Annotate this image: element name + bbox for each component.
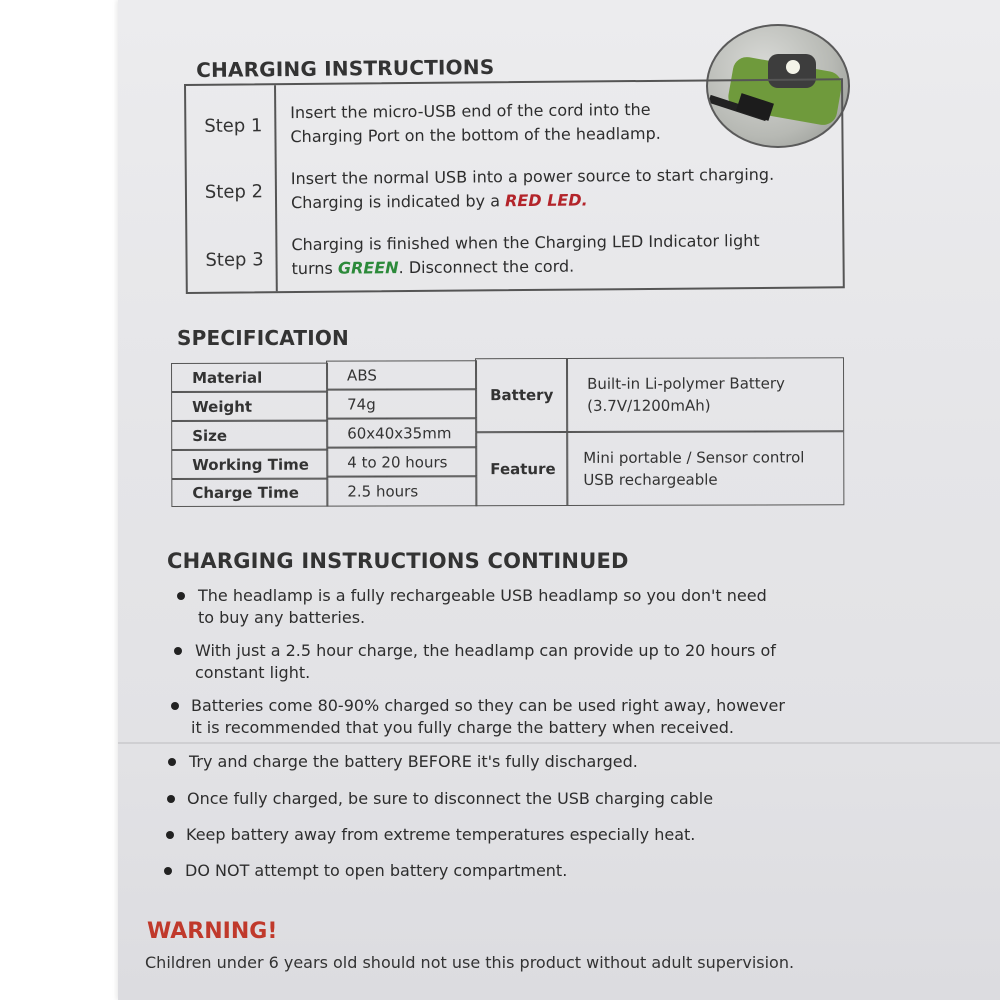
- bullet-text: [195, 640, 776, 684]
- battery-line: Built-in Li-polymer Battery: [587, 374, 785, 393]
- spec-key: Charge Time: [171, 479, 328, 507]
- spec-key: Weight: [171, 392, 328, 421]
- bullet-line: Batteries come 80-90% charged so they can be used right away, however: [191, 696, 785, 715]
- bullet-line: The headlamp is a fully rechargeable USB headlamp so you don't need: [198, 586, 767, 605]
- bullet-line: Keep battery away from extreme temperatures especially heat.: [186, 825, 696, 844]
- step-text: [291, 162, 836, 215]
- bullet-dot: [177, 592, 185, 600]
- bullet-text: [185, 860, 567, 882]
- feature-line: USB rechargeable: [583, 470, 718, 489]
- bullet-dot: [168, 758, 176, 766]
- step-line-pre: turns: [291, 258, 338, 279]
- step-line-post: . Disconnect the cord.: [398, 256, 575, 278]
- continued-title: CHARGING INSTRUCTIONS CONTINUED: [167, 549, 629, 573]
- bullet-line: constant light.: [195, 663, 311, 682]
- spec-key: Material: [171, 363, 328, 392]
- step-line: Insert the micro-USB end of the cord into the: [290, 99, 651, 123]
- paper-fold-line: [118, 742, 1000, 744]
- step-row: [186, 80, 842, 154]
- feature-key: Feature: [475, 432, 568, 506]
- warning-title: WARNING!: [147, 919, 278, 944]
- spec-title: SPECIFICATION: [177, 326, 349, 350]
- bullet-line: to buy any batteries.: [198, 608, 366, 627]
- step-label: Step 3: [205, 249, 264, 271]
- spec-value: 2.5 hours: [326, 476, 477, 506]
- spec-value: 74g: [326, 389, 477, 418]
- feature-line: Mini portable / Sensor control: [583, 448, 805, 467]
- bullet-dot: [167, 795, 175, 803]
- step-label: Step 1: [204, 115, 263, 137]
- battery-key: Battery: [475, 358, 568, 432]
- red-led-highlight: RED LED.: [504, 190, 588, 211]
- green-highlight: GREEN: [337, 258, 399, 278]
- headlamp-led: [786, 60, 800, 74]
- bullet-text: [191, 695, 785, 739]
- step-row: [187, 216, 843, 290]
- step-text: [290, 96, 835, 149]
- bullet-text: [187, 788, 713, 810]
- step-line: Insert the normal USB into a power source to start charging.: [290, 164, 775, 189]
- bullet-dot: [174, 647, 182, 655]
- bullet-line: Once fully charged, be sure to disconnect the USB charging cable: [187, 789, 714, 808]
- step-label: Step 2: [204, 181, 264, 203]
- step-line: [292, 252, 837, 281]
- bullet-text: [186, 824, 695, 846]
- bullet-line: Try and charge the battery BEFORE it's fully discharged.: [189, 752, 638, 771]
- bullet-text: [189, 751, 638, 773]
- step-line: [291, 186, 836, 215]
- bullet-line: With just a 2.5 hour charge, the headlamp can provide up to 20 hours of: [195, 641, 776, 660]
- charging-steps-table: [184, 78, 845, 294]
- step-text: [291, 228, 836, 281]
- bullet-dot: [166, 831, 174, 839]
- spec-key: Working Time: [171, 450, 328, 479]
- feature-value: [566, 431, 844, 506]
- spec-value: 4 to 20 hours: [326, 447, 477, 476]
- step-row: [187, 148, 843, 222]
- spec-value: ABS: [326, 360, 477, 389]
- step-line: Charging Port on the bottom of the headlamp.: [290, 123, 661, 147]
- bullet-dot: [164, 867, 172, 875]
- step-line: Charging is finished when the Charging LED Indicator light: [291, 230, 760, 255]
- step-line-pre: Charging is indicated by a: [290, 191, 506, 213]
- bullet-text: [198, 585, 767, 629]
- bullet-dot: [171, 702, 179, 710]
- battery-line: (3.7V/1200mAh): [587, 396, 711, 415]
- warning-text: Children under 6 years old should not use this product without adult supervision.: [145, 953, 795, 972]
- bullet-line: DO NOT attempt to open battery compartment.: [185, 861, 568, 880]
- charging-title: CHARGING INSTRUCTIONS: [196, 54, 495, 82]
- battery-value: [566, 357, 844, 432]
- spec-value: 60x40x35mm: [326, 418, 477, 447]
- spec-table: [171, 357, 844, 507]
- bullet-line: it is recommended that you fully charge the battery when received.: [191, 718, 734, 737]
- spec-key: Size: [171, 421, 328, 450]
